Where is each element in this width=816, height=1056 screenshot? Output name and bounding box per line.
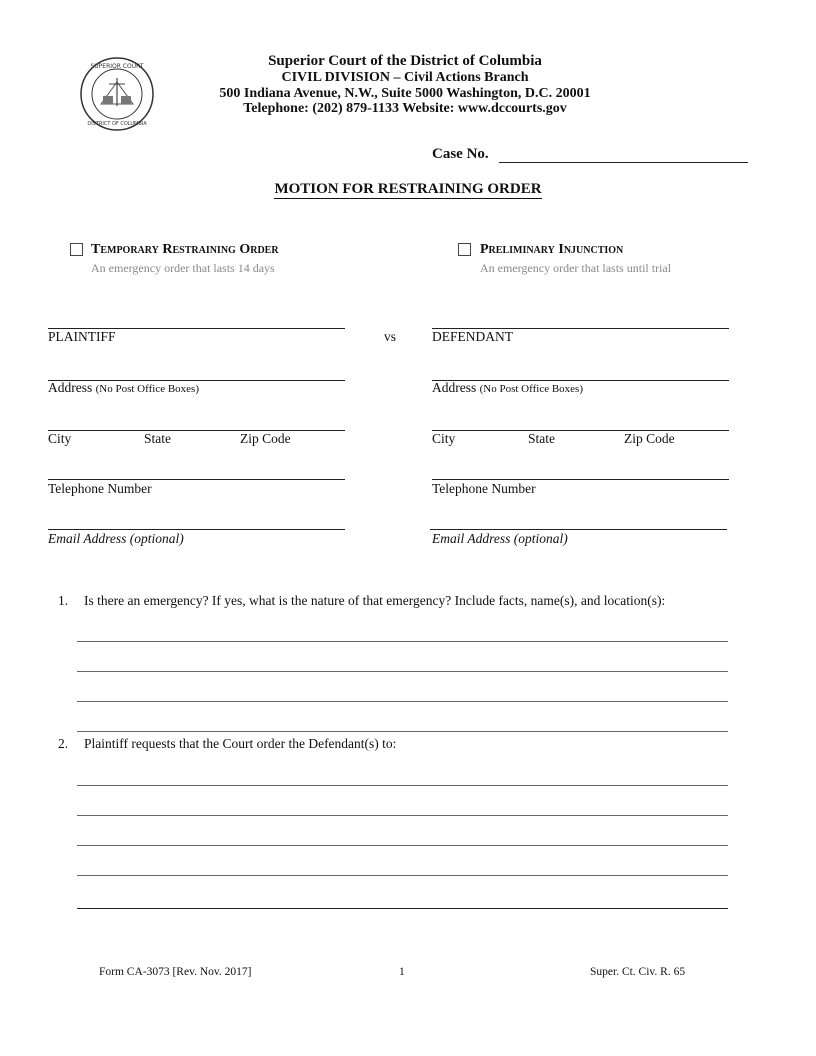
defendant-address-note: (No Post Office Boxes)	[479, 383, 583, 395]
plaintiff-email-label: Email Address (optional)	[48, 531, 184, 546]
court-address: 500 Indiana Avenue, N.W., Suite 5000 Washington, D.C. 20001	[219, 86, 591, 101]
form-title-text: MOTION FOR RESTRAINING ORDER	[274, 181, 542, 197]
defendant-label: DEFENDANT	[432, 329, 513, 344]
tro-checkbox[interactable]	[70, 243, 83, 256]
defendant-zip-label: Zip Code	[624, 431, 675, 446]
question-1-answer-line[interactable]	[77, 701, 728, 702]
defendant-phone-field[interactable]	[432, 479, 729, 480]
pi-checkbox[interactable]	[458, 243, 471, 256]
plaintiff-address-label	[48, 380, 199, 396]
pi-label: Preliminary Injunction	[480, 242, 624, 257]
defendant-address-main: Address	[432, 380, 477, 395]
plaintiff-address-note: (No Post Office Boxes)	[95, 383, 199, 395]
defendant-email-label: Email Address (optional)	[432, 531, 568, 546]
plaintiff-label: PLAINTIFF	[48, 329, 116, 344]
plaintiff-city-label: City	[48, 431, 72, 446]
plaintiff-email-field[interactable]	[48, 529, 345, 530]
tro-label: Temporary Restraining Order	[91, 242, 279, 257]
plaintiff-zip-label: Zip Code	[240, 431, 291, 446]
case-number-field[interactable]	[499, 162, 748, 163]
question-1-answer-line[interactable]	[77, 641, 728, 642]
question-1-answer-line[interactable]	[77, 671, 728, 672]
plaintiff-city-state-zip-field[interactable]	[48, 430, 345, 431]
court-division: CIVIL DIVISION – Civil Actions Branch	[281, 70, 529, 85]
defendant-phone-label: Telephone Number	[432, 481, 536, 496]
vs-label: vs	[384, 329, 397, 344]
case-number-label: Case No.	[432, 146, 489, 162]
court-contact: Telephone: (202) 879-1133 Website: www.dccourts.gov	[243, 101, 567, 116]
plaintiff-phone-label: Telephone Number	[48, 481, 152, 496]
question-2-answer-line[interactable]	[77, 815, 728, 816]
defendant-city-label: City	[432, 431, 456, 446]
tro-description: An emergency order that lasts 14 days	[91, 261, 275, 275]
footer-rule: Super. Ct. Civ. R. 65	[590, 966, 686, 978]
pi-description: An emergency order that lasts until trial	[480, 261, 672, 275]
question-1-answer-line[interactable]	[77, 731, 728, 732]
footer-form-number: Form CA-3073 [Rev. Nov. 2017]	[99, 966, 252, 978]
defendant-email-field[interactable]	[430, 529, 727, 530]
plaintiff-state-label: State	[144, 431, 171, 446]
plaintiff-address-main: Address	[48, 380, 93, 395]
question-2-answer-line[interactable]	[77, 785, 728, 786]
question-2-answer-line[interactable]	[77, 845, 728, 846]
footer-page-number: 1	[399, 966, 405, 978]
question-2-text: Plaintiff requests that the Court order the Defendant(s) to:	[84, 736, 397, 751]
question-2-number: 2.	[58, 736, 69, 751]
court-seal	[79, 56, 155, 132]
question-2-answer-line[interactable]	[77, 908, 728, 909]
question-2-answer-line[interactable]	[77, 875, 728, 876]
question-1-text: Is there an emergency? If yes, what is the nature of that emergency? Include facts, name(s), and location(s):	[84, 593, 666, 608]
question-1-number: 1.	[58, 593, 69, 608]
form-title	[0, 181, 816, 198]
defendant-state-label: State	[528, 431, 555, 446]
seal-text-top: SUPERIOR COURT	[90, 63, 144, 70]
court-name: Superior Court of the District of Columbia	[268, 53, 542, 69]
defendant-address-label	[432, 380, 583, 396]
seal-text-bottom: DISTRICT OF COLUMBIA	[87, 121, 147, 127]
defendant-city-state-zip-field[interactable]	[432, 430, 729, 431]
plaintiff-phone-field[interactable]	[48, 479, 345, 480]
